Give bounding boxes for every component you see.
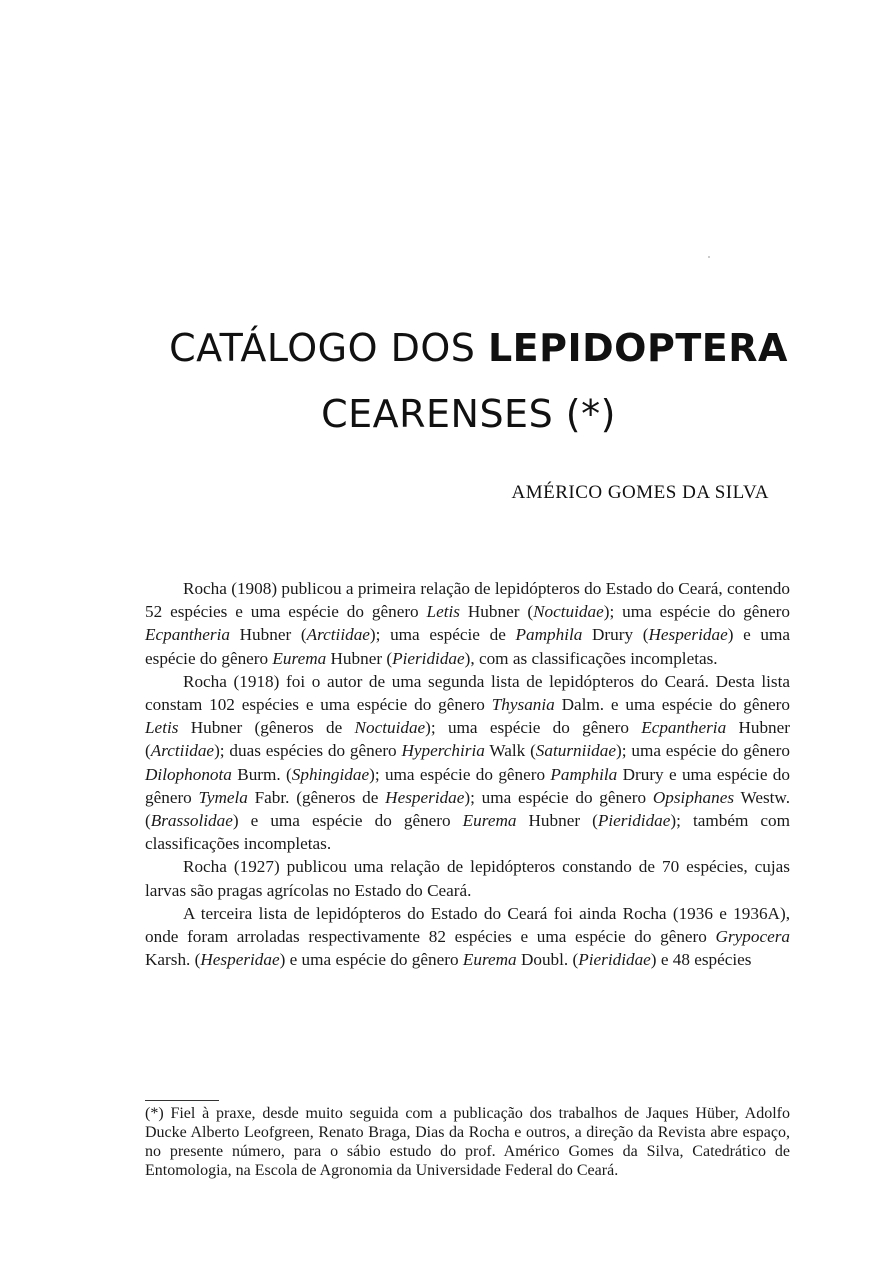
- text-run: ); uma espécie de: [369, 625, 516, 645]
- text-run: Drury e uma espécie do gênero: [145, 764, 790, 807]
- taxon-name: Noctuidae: [533, 602, 604, 622]
- article-body: [145, 577, 790, 971]
- text-run: ), com as classificações incompletas.: [464, 648, 718, 668]
- text-run: Hubner (: [459, 602, 534, 622]
- taxon-name: Arctiidae: [150, 741, 215, 761]
- text-run: Doubl. (: [516, 950, 579, 970]
- taxon-name: Ecpantheria: [641, 718, 727, 738]
- text-run: ) e uma espécie do gênero: [232, 811, 463, 831]
- taxon-name: Dilophonota: [145, 764, 232, 784]
- paragraph-3: [145, 855, 790, 901]
- taxon-name: Thysania: [491, 695, 555, 715]
- text-run: ); uma espécie do gênero: [616, 741, 790, 761]
- taxon-name: Eurema: [462, 950, 517, 970]
- text-run: A terceira lista de lepidópteros do Estado do Ceará foi ainda Rocha (1936 e 1936A), onde foram arroladas respectivamente 82 espécies e uma espécie do gênero: [145, 903, 790, 947]
- paragraph-4: [145, 902, 790, 972]
- footnote-separator: [145, 1100, 219, 1101]
- taxon-name: Saturniidae: [535, 741, 617, 761]
- title-bold: LEPIDOPTERA: [487, 326, 788, 370]
- taxon-name: Hyperchiria: [401, 741, 485, 761]
- taxon-name: Tymela: [198, 787, 248, 807]
- taxon-name: Eurema: [462, 811, 517, 831]
- text-run: Drury (: [582, 625, 649, 645]
- footnote-text: (*) Fiel à praxe, desde muito seguida com a publicação dos trabalhos de Jaques Hüber, Adolfo Ducke Alberto Leofgreen, Renato Braga, Dias da Rocha e outros, a direção da Revista abre espaço, no presente número, para o sábio estudo do prof. Américo Gomes da Silva, Catedrático de Entomologia, na Escola de Agronomia da Universidade Federal do Ceará.: [145, 1105, 790, 1179]
- text-run: ); também com classificações incompletas.: [145, 811, 790, 854]
- text-run: Westw. (: [145, 787, 790, 831]
- taxon-name: Eurema: [272, 648, 327, 668]
- text-run: Rocha (1918) foi o autor de uma segunda lista de lepidópteros do Ceará. Desta lista constam 102 espécies e uma espécie do gênero: [145, 671, 790, 715]
- text-run: Fabr. (gêneros de: [247, 787, 386, 807]
- taxon-name: Pierididae: [597, 811, 671, 831]
- text-run: ) e uma espécie do gênero: [279, 950, 463, 970]
- taxon-name: Pierididae: [578, 950, 651, 970]
- taxon-name: Brassolidae: [150, 811, 233, 831]
- text-run: ); duas espécies do gênero: [214, 741, 402, 761]
- text-run: ); uma espécie do gênero: [369, 764, 551, 784]
- paragraph-1: [145, 577, 790, 670]
- text-run: Karsh. (: [145, 950, 201, 970]
- text-run: Dalm. e uma espécie do gênero: [554, 695, 790, 715]
- taxon-name: Ecpantheria: [145, 625, 230, 645]
- taxon-name: Letis: [145, 718, 179, 738]
- taxon-name: Pamphila: [550, 764, 618, 784]
- text-run: ) e 48 espécies: [650, 950, 752, 970]
- title-line-1: [32, 326, 893, 370]
- title-line-2: CEARENSES (*): [321, 392, 616, 436]
- paragraph-2: [145, 670, 790, 856]
- text-run: Hubner (gêneros de: [178, 718, 355, 738]
- footnote: [145, 1104, 790, 1180]
- taxon-name: Grypocera: [715, 927, 790, 947]
- text-run: Hubner (: [516, 811, 598, 831]
- text-run: Walk (: [484, 741, 536, 761]
- text-run: Rocha (1908) publicou a primeira relação de lepidópteros do Estado do Ceará, contendo 52 espécies e uma espécie do gênero: [145, 579, 790, 622]
- text-run: Hubner (: [145, 718, 790, 761]
- taxon-name: Hesperidae: [648, 625, 728, 645]
- author-name: AMÉRICO GOMES DA SILVA: [511, 482, 769, 503]
- text-run: Hubner (: [229, 625, 307, 645]
- taxon-name: Pamphila: [515, 625, 583, 645]
- taxon-name: Letis: [426, 602, 460, 622]
- text-run: ) e uma espécie do gênero: [145, 625, 790, 668]
- taxon-name: Sphingidae: [291, 764, 370, 784]
- text-run: ); uma espécie do gênero: [603, 602, 790, 622]
- text-run: ); uma espécie do gênero: [425, 718, 642, 738]
- taxon-name: Hesperidae: [200, 950, 280, 970]
- text-run: Burm. (: [231, 764, 292, 784]
- scan-speck: [708, 256, 710, 258]
- text-run: Hubner (: [326, 648, 393, 668]
- taxon-name: Arctiidae: [306, 625, 370, 645]
- text-run: ); uma espécie do gênero: [464, 787, 653, 807]
- title-regular: CATÁLOGO DOS: [169, 326, 488, 370]
- taxon-name: Noctuidae: [354, 718, 426, 738]
- taxon-name: Hesperidae: [385, 787, 465, 807]
- taxon-name: Opsiphanes: [652, 787, 735, 807]
- text-run: Rocha (1927) publicou uma relação de lepidópteros constando de 70 espécies, cujas larvas são pragas agrícolas no Estado do Ceará.: [145, 857, 790, 900]
- taxon-name: Pierididae: [392, 648, 465, 668]
